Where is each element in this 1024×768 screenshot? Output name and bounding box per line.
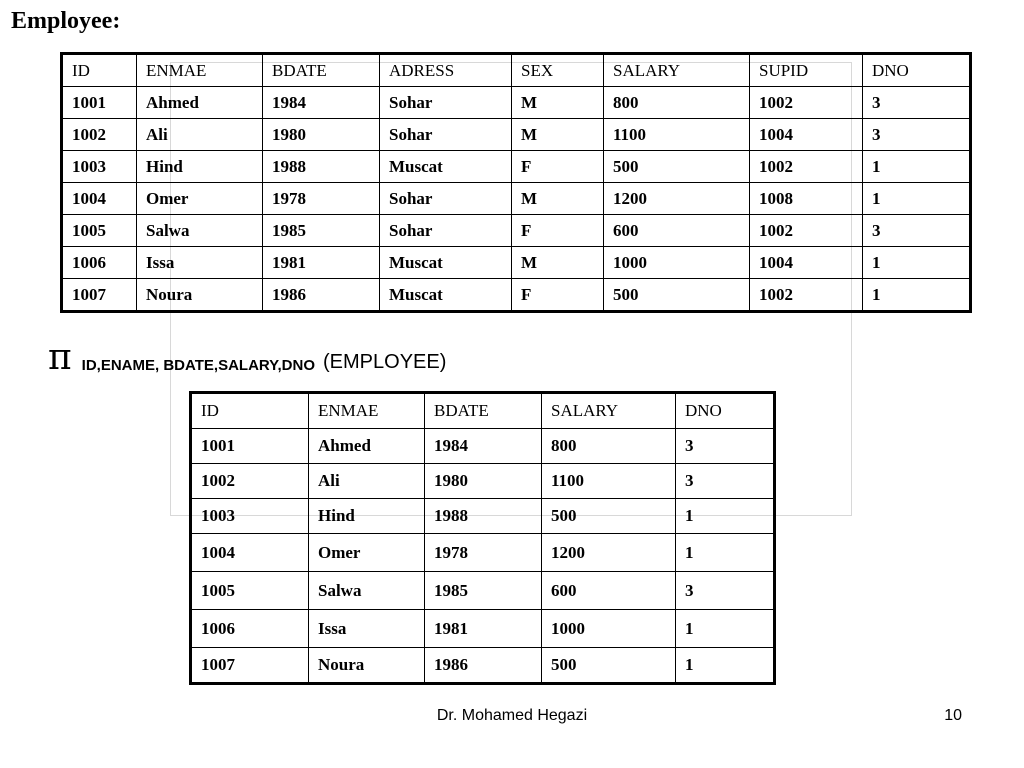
table-cell: Sohar [380, 215, 512, 247]
table-cell: Issa [137, 247, 263, 279]
table-cell: Hind [137, 151, 263, 183]
table-cell: 1003 [191, 499, 309, 534]
table-cell: 1002 [750, 279, 863, 312]
table-cell: 1004 [750, 119, 863, 151]
table-cell: F [512, 215, 604, 247]
table-cell: Noura [137, 279, 263, 312]
table-cell: 1100 [542, 464, 676, 499]
table-cell: Hind [309, 499, 425, 534]
column-header: DNO [676, 393, 775, 429]
table-row [191, 610, 775, 648]
table-cell: Muscat [380, 279, 512, 312]
table-row [62, 87, 971, 119]
table-cell: 1006 [191, 610, 309, 648]
table-cell: 600 [542, 572, 676, 610]
table-cell: M [512, 247, 604, 279]
table-row [191, 429, 775, 464]
table-cell: Muscat [380, 247, 512, 279]
table-cell: 1 [676, 648, 775, 684]
table-cell: 1978 [263, 183, 380, 215]
table-cell: 1984 [263, 87, 380, 119]
table-cell: M [512, 183, 604, 215]
table-cell: 1 [863, 151, 971, 183]
column-header: ID [191, 393, 309, 429]
table-cell: 1988 [263, 151, 380, 183]
projection-table-body [191, 393, 775, 684]
table-cell: 1984 [425, 429, 542, 464]
table-cell: 1002 [750, 151, 863, 183]
table-cell: 1200 [604, 183, 750, 215]
relation-name: (EMPLOYEE) [323, 351, 447, 373]
table-row [62, 183, 971, 215]
table-cell: Ali [309, 464, 425, 499]
table-cell: Omer [309, 534, 425, 572]
table-row [191, 464, 775, 499]
table-cell: 1002 [191, 464, 309, 499]
table-cell: Sohar [380, 119, 512, 151]
table-cell: 1986 [425, 648, 542, 684]
table-cell: 1002 [750, 87, 863, 119]
table-cell: 1001 [62, 87, 137, 119]
table-cell: 1 [676, 610, 775, 648]
column-header: SUPID [750, 54, 863, 87]
table-cell: Ahmed [137, 87, 263, 119]
table-cell: 3 [676, 429, 775, 464]
table-cell: Sohar [380, 183, 512, 215]
table-cell: 3 [863, 119, 971, 151]
table-cell: 1006 [62, 247, 137, 279]
table-cell: 1002 [62, 119, 137, 151]
table-cell: 1007 [62, 279, 137, 312]
table-cell: 1 [676, 534, 775, 572]
table-cell: 1 [863, 247, 971, 279]
table-cell: Ahmed [309, 429, 425, 464]
table-cell: Noura [309, 648, 425, 684]
table-cell: 1005 [191, 572, 309, 610]
table-cell: 1000 [542, 610, 676, 648]
table-cell: 1100 [604, 119, 750, 151]
table-cell: 1985 [425, 572, 542, 610]
table-cell: 500 [604, 151, 750, 183]
table-cell: Muscat [380, 151, 512, 183]
table-cell: 500 [542, 648, 676, 684]
table-cell: 1 [863, 183, 971, 215]
column-header: ADRESS [380, 54, 512, 87]
employee-table-body [62, 54, 971, 312]
column-header: ENMAE [137, 54, 263, 87]
column-header: SALARY [604, 54, 750, 87]
table-cell: Sohar [380, 87, 512, 119]
projection-result-table [189, 391, 776, 685]
table-cell: 1004 [191, 534, 309, 572]
column-header: SALARY [542, 393, 676, 429]
table-cell: 1001 [191, 429, 309, 464]
projection-expression [48, 337, 447, 378]
table-cell: 1005 [62, 215, 137, 247]
table-row [62, 119, 971, 151]
table-cell: Salwa [309, 572, 425, 610]
table-cell: 3 [863, 215, 971, 247]
table-header-row [191, 393, 775, 429]
table-row [62, 151, 971, 183]
table-cell: 1003 [62, 151, 137, 183]
table-cell: 800 [542, 429, 676, 464]
table-cell: 1981 [425, 610, 542, 648]
table-row [191, 648, 775, 684]
table-cell: Ali [137, 119, 263, 151]
table-cell: 3 [676, 464, 775, 499]
column-header: SEX [512, 54, 604, 87]
table-cell: 1007 [191, 648, 309, 684]
slide-number: 10 [944, 707, 962, 724]
table-header-row [62, 54, 971, 87]
table-cell: 600 [604, 215, 750, 247]
projection-attributes: ID,ENAME, BDATE,SALARY,DNO [81, 357, 316, 374]
table-cell: 3 [676, 572, 775, 610]
table-cell: 1002 [750, 215, 863, 247]
column-header: BDATE [263, 54, 380, 87]
table-cell: 1981 [263, 247, 380, 279]
table-cell: 1986 [263, 279, 380, 312]
column-header: BDATE [425, 393, 542, 429]
table-cell: F [512, 151, 604, 183]
table-row [62, 215, 971, 247]
table-cell: 1978 [425, 534, 542, 572]
table-cell: 1004 [62, 183, 137, 215]
table-row [191, 534, 775, 572]
column-header: ID [62, 54, 137, 87]
table-cell: 1980 [425, 464, 542, 499]
table-cell: Salwa [137, 215, 263, 247]
table-cell: 1000 [604, 247, 750, 279]
table-cell: 1 [863, 279, 971, 312]
table-cell: Omer [137, 183, 263, 215]
table-row [191, 499, 775, 534]
table-cell: M [512, 87, 604, 119]
column-header: ENMAE [309, 393, 425, 429]
pi-symbol: π [48, 337, 72, 378]
slide-title: Employee: [11, 8, 121, 34]
table-cell: 500 [604, 279, 750, 312]
table-cell: 1200 [542, 534, 676, 572]
table-cell: 1004 [750, 247, 863, 279]
table-cell: 3 [863, 87, 971, 119]
table-cell: 1008 [750, 183, 863, 215]
table-cell: Issa [309, 610, 425, 648]
employee-table [60, 52, 972, 313]
table-cell: M [512, 119, 604, 151]
table-cell: F [512, 279, 604, 312]
table-row [191, 572, 775, 610]
column-header: DNO [863, 54, 971, 87]
table-cell: 1980 [263, 119, 380, 151]
table-cell: 1988 [425, 499, 542, 534]
table-cell: 800 [604, 87, 750, 119]
table-row [62, 247, 971, 279]
table-cell: 500 [542, 499, 676, 534]
table-cell: 1985 [263, 215, 380, 247]
table-row [62, 279, 971, 312]
table-cell: 1 [676, 499, 775, 534]
footer-author: Dr. Mohamed Hegazi [436, 707, 588, 724]
